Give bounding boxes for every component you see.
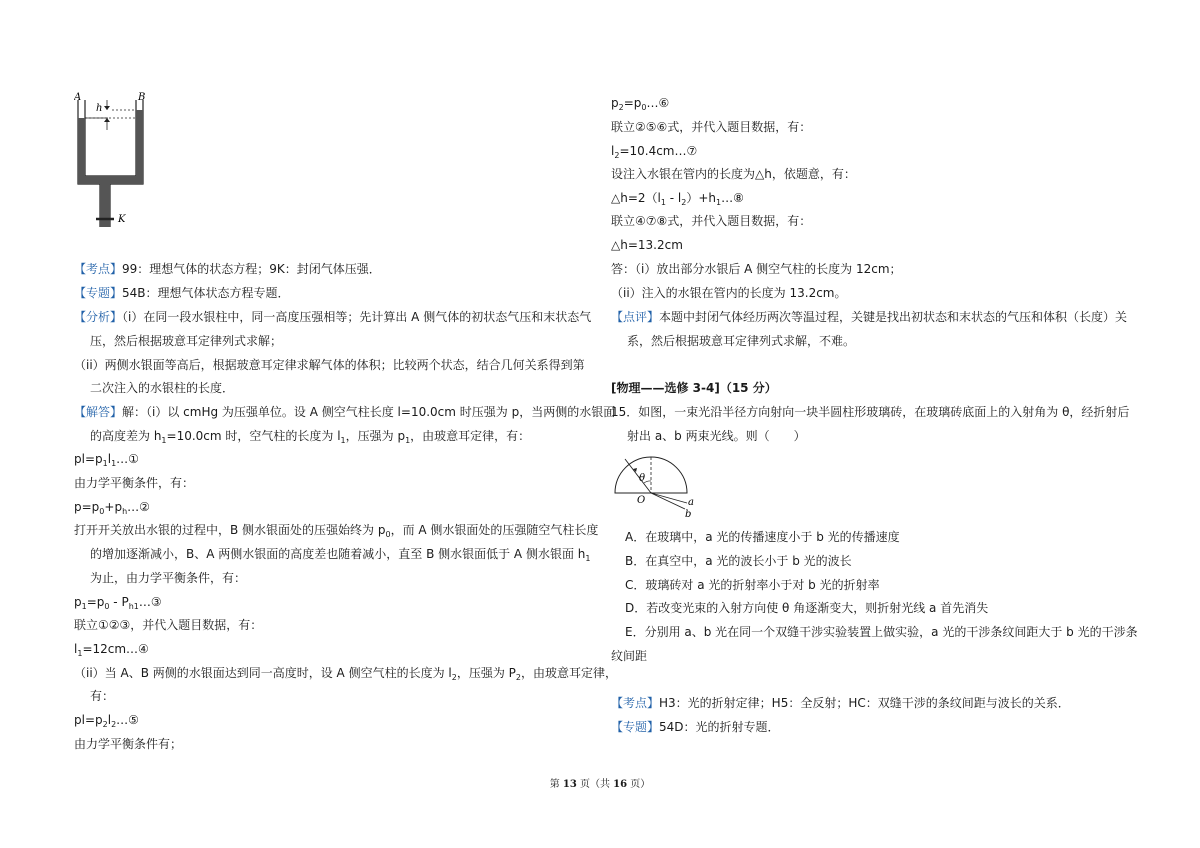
s: 1 [340, 436, 346, 445]
equation-7 [611, 143, 697, 159]
t: =10.4cm…⑦ [619, 144, 698, 158]
t: …① [116, 452, 139, 466]
zhuanti-tag: 【专题】 [74, 286, 123, 300]
t: l [107, 452, 112, 466]
t: 打开开关放出水银的过程中，B 侧水银面处的压强始终为 p [74, 523, 386, 537]
u-tube-figure [74, 92, 154, 232]
equation-9: △h=13.2cm [611, 238, 683, 252]
s: 1 [81, 602, 87, 611]
t: 第 [549, 779, 563, 790]
t: ，由玻意耳定律，有： [410, 429, 531, 443]
t: pl=p [74, 713, 103, 727]
kaodian-2-line [611, 695, 1070, 711]
t: 的高度差为 h [90, 429, 162, 443]
kaodian-text: 99：理想气体的状态方程；9K：封闭气体压强． [122, 262, 381, 276]
semicircle-figure [613, 455, 703, 521]
page-number: 13 [562, 779, 577, 790]
t: l [74, 642, 78, 656]
fenxi-text1: （i）在同一段水银柱中，同一高度压强相等；先计算出 A 侧气体的初状态气压和末状态气 [122, 310, 592, 324]
balance-line-2: 由力学平衡条件有； [74, 737, 183, 751]
label-a-ray: a [688, 497, 694, 508]
para-3: 为止，由力学平衡条件，有： [90, 571, 247, 585]
s: 1 [405, 436, 411, 445]
equation-2 [74, 499, 150, 515]
s: 2 [102, 720, 108, 729]
s: 1 [161, 436, 167, 445]
equation-8 [611, 190, 744, 206]
t: =p [623, 96, 642, 110]
t: +p [104, 500, 123, 514]
s: 2 [614, 151, 620, 160]
t: 页） [627, 779, 651, 790]
label-b: B [138, 92, 146, 103]
page-total: 16 [613, 779, 628, 790]
jieda-text1: 解：（i）以 cmHg 为压强单位。设 A 侧空气柱长度 l=10.0cm 时压强为 p，当两侧的水银面 [122, 405, 616, 419]
zhuanti-2-line [611, 719, 780, 735]
t: △h=2（l [611, 191, 661, 205]
t: =12cm…④ [82, 642, 149, 656]
zhuanti-2-text: 54D：光的折射专题． [659, 720, 780, 734]
s: 0 [385, 530, 391, 539]
s: 2 [515, 673, 521, 682]
ii-analysis-2: 二次注入的水银柱的长度． [90, 381, 235, 395]
kaodian-2-tag: 【考点】 [611, 696, 660, 710]
t: pl=p [74, 452, 103, 466]
s: 2 [111, 720, 117, 729]
t: =10.0cm 时，空气柱的长度为 l [166, 429, 341, 443]
equation-4 [74, 641, 149, 657]
para-2 [90, 546, 590, 562]
t: =p [86, 595, 105, 609]
equation-1 [74, 451, 139, 467]
t: 页（共 [576, 779, 614, 790]
page-footer [0, 775, 1200, 790]
label-h: h [96, 103, 103, 114]
section-heading: [物理——选修 3-4]（15 分） [611, 381, 777, 395]
t: ，压强为 P [456, 666, 516, 680]
s: 2 [451, 673, 457, 682]
s: 1 [585, 554, 591, 563]
label-o: O [637, 495, 646, 506]
ii-analysis-1: （ii）两侧水银面等高后，根据玻意耳定律求解气体的体积；比较两个状态，结合几何关系得到第 [74, 358, 585, 372]
s: 1 [716, 198, 722, 207]
kaodian-line [74, 261, 381, 277]
s: 1 [111, 459, 117, 468]
equation-6 [611, 95, 669, 111]
t: …⑤ [116, 713, 139, 727]
fenxi-tag: 【分析】 [74, 310, 123, 324]
s: 1 [102, 459, 108, 468]
label-theta: θ [639, 473, 646, 484]
s: 0 [99, 507, 105, 516]
jieda-line [74, 404, 615, 420]
t: …⑥ [646, 96, 670, 110]
answer-1: 答：（i）放出部分水银后 A 侧空气柱的长度为 12cm； [611, 262, 902, 276]
t: ，由玻意耳定律， [520, 666, 617, 680]
kaodian-2-text: H3：光的折射定律；H5：全反射；HC：双缝干涉的条纹间距与波长的关系． [659, 696, 1070, 710]
s: 1 [660, 198, 666, 207]
option-e-line1: E．分别用 a、b 光在同一个双缝干涉实验装置上做实验，a 光的干涉条纹间距大于 b 光的干涉条 [625, 625, 1138, 639]
s: 2 [618, 103, 624, 112]
set-dh: 设注入水银在管内的长度为△h，依题意，有： [611, 167, 856, 181]
question-15-line1: 15．如图，一束光沿半径方向射向一块半圆柱形玻璃砖，在玻璃砖底面上的入射角为 θ，经折射后 [611, 405, 1130, 419]
s: h [122, 507, 128, 516]
answer-2: （ii）注入的水银在管内的长度为 13.2cm。 [611, 286, 847, 300]
label-b-ray: b [685, 509, 692, 520]
t: （ii）当 A、B 两侧的水银面达到同一高度时，设 A 侧空气柱的长度为 l [74, 666, 452, 680]
question-15-line2: 射出 a、b 两束光线。则（ ） [627, 429, 806, 443]
t: …③ [138, 595, 162, 609]
s: 0 [104, 602, 110, 611]
t: - l [665, 191, 682, 205]
t: l [611, 144, 615, 158]
equation-3 [74, 594, 162, 610]
fenxi-text2: 压，然后根据玻意耳定律列式求解； [90, 334, 283, 348]
t: p [611, 96, 619, 110]
dianping-text2: 系，然后根据玻意耳定律列式求解，不难。 [627, 334, 856, 348]
t: ）+h [686, 191, 717, 205]
t: p [74, 595, 82, 609]
balance-line: 由力学平衡条件，有： [74, 476, 195, 490]
t: p=p [74, 500, 100, 514]
s: 1 [77, 649, 83, 658]
jieda-tag: 【解答】 [74, 405, 123, 419]
label-a: A [74, 92, 82, 103]
option-c: C．玻璃砖对 a 光的折射率小于对 b 光的折射率 [625, 578, 880, 592]
ii-have: 有： [90, 689, 115, 703]
zhuanti-text: 54B：理想气体状态方程专题． [122, 286, 290, 300]
combine-1: 联立①②③，并代入题目数据，有： [74, 618, 263, 632]
t: …② [127, 500, 150, 514]
option-e-line2: 纹间距 [611, 649, 648, 663]
label-k: K [118, 214, 126, 225]
option-d: D．若改变光束的入射方向使 θ 角逐渐变大，则折射光线 a 首先消失 [625, 601, 989, 615]
kaodian-tag: 【考点】 [74, 262, 123, 276]
option-b: B．在真空中，a 光的波长小于 b 光的波长 [625, 554, 852, 568]
jieda-line2 [90, 428, 530, 444]
ii-solution [74, 665, 617, 681]
s: 2 [681, 198, 687, 207]
t: - P [109, 595, 129, 609]
zhuanti-2-tag: 【专题】 [611, 720, 660, 734]
t: ，压强为 p [345, 429, 406, 443]
s: 0 [641, 103, 647, 112]
t: 的增加逐渐减小，B、A 两侧水银面的高度差也随着减小，直至 B 侧水银面低于 A 侧水银面 h [90, 547, 586, 561]
combine-2: 联立②⑤⑥式，并代入题目数据，有： [611, 120, 812, 134]
t: …⑧ [721, 191, 744, 205]
equation-5 [74, 712, 139, 728]
t: l [107, 713, 112, 727]
s: h1 [128, 602, 139, 611]
t: ，而 A 侧水银面处的压强随空气柱长度 [390, 523, 599, 537]
zhuanti-line [74, 285, 290, 301]
dianping-text1: 本题中封闭气体经历两次等温过程，关键是找出初状态和末状态的气压和体积（长度）关 [659, 310, 1128, 324]
combine-3: 联立④⑦⑧式，并代入题目数据，有： [611, 214, 812, 228]
fenxi-line [74, 309, 591, 325]
dianping-tag: 【点评】 [611, 310, 660, 324]
para-1 [74, 522, 598, 538]
option-a: A．在玻璃中，a 光的传播速度小于 b 光的传播速度 [625, 530, 900, 544]
dianping-line [611, 309, 1127, 325]
